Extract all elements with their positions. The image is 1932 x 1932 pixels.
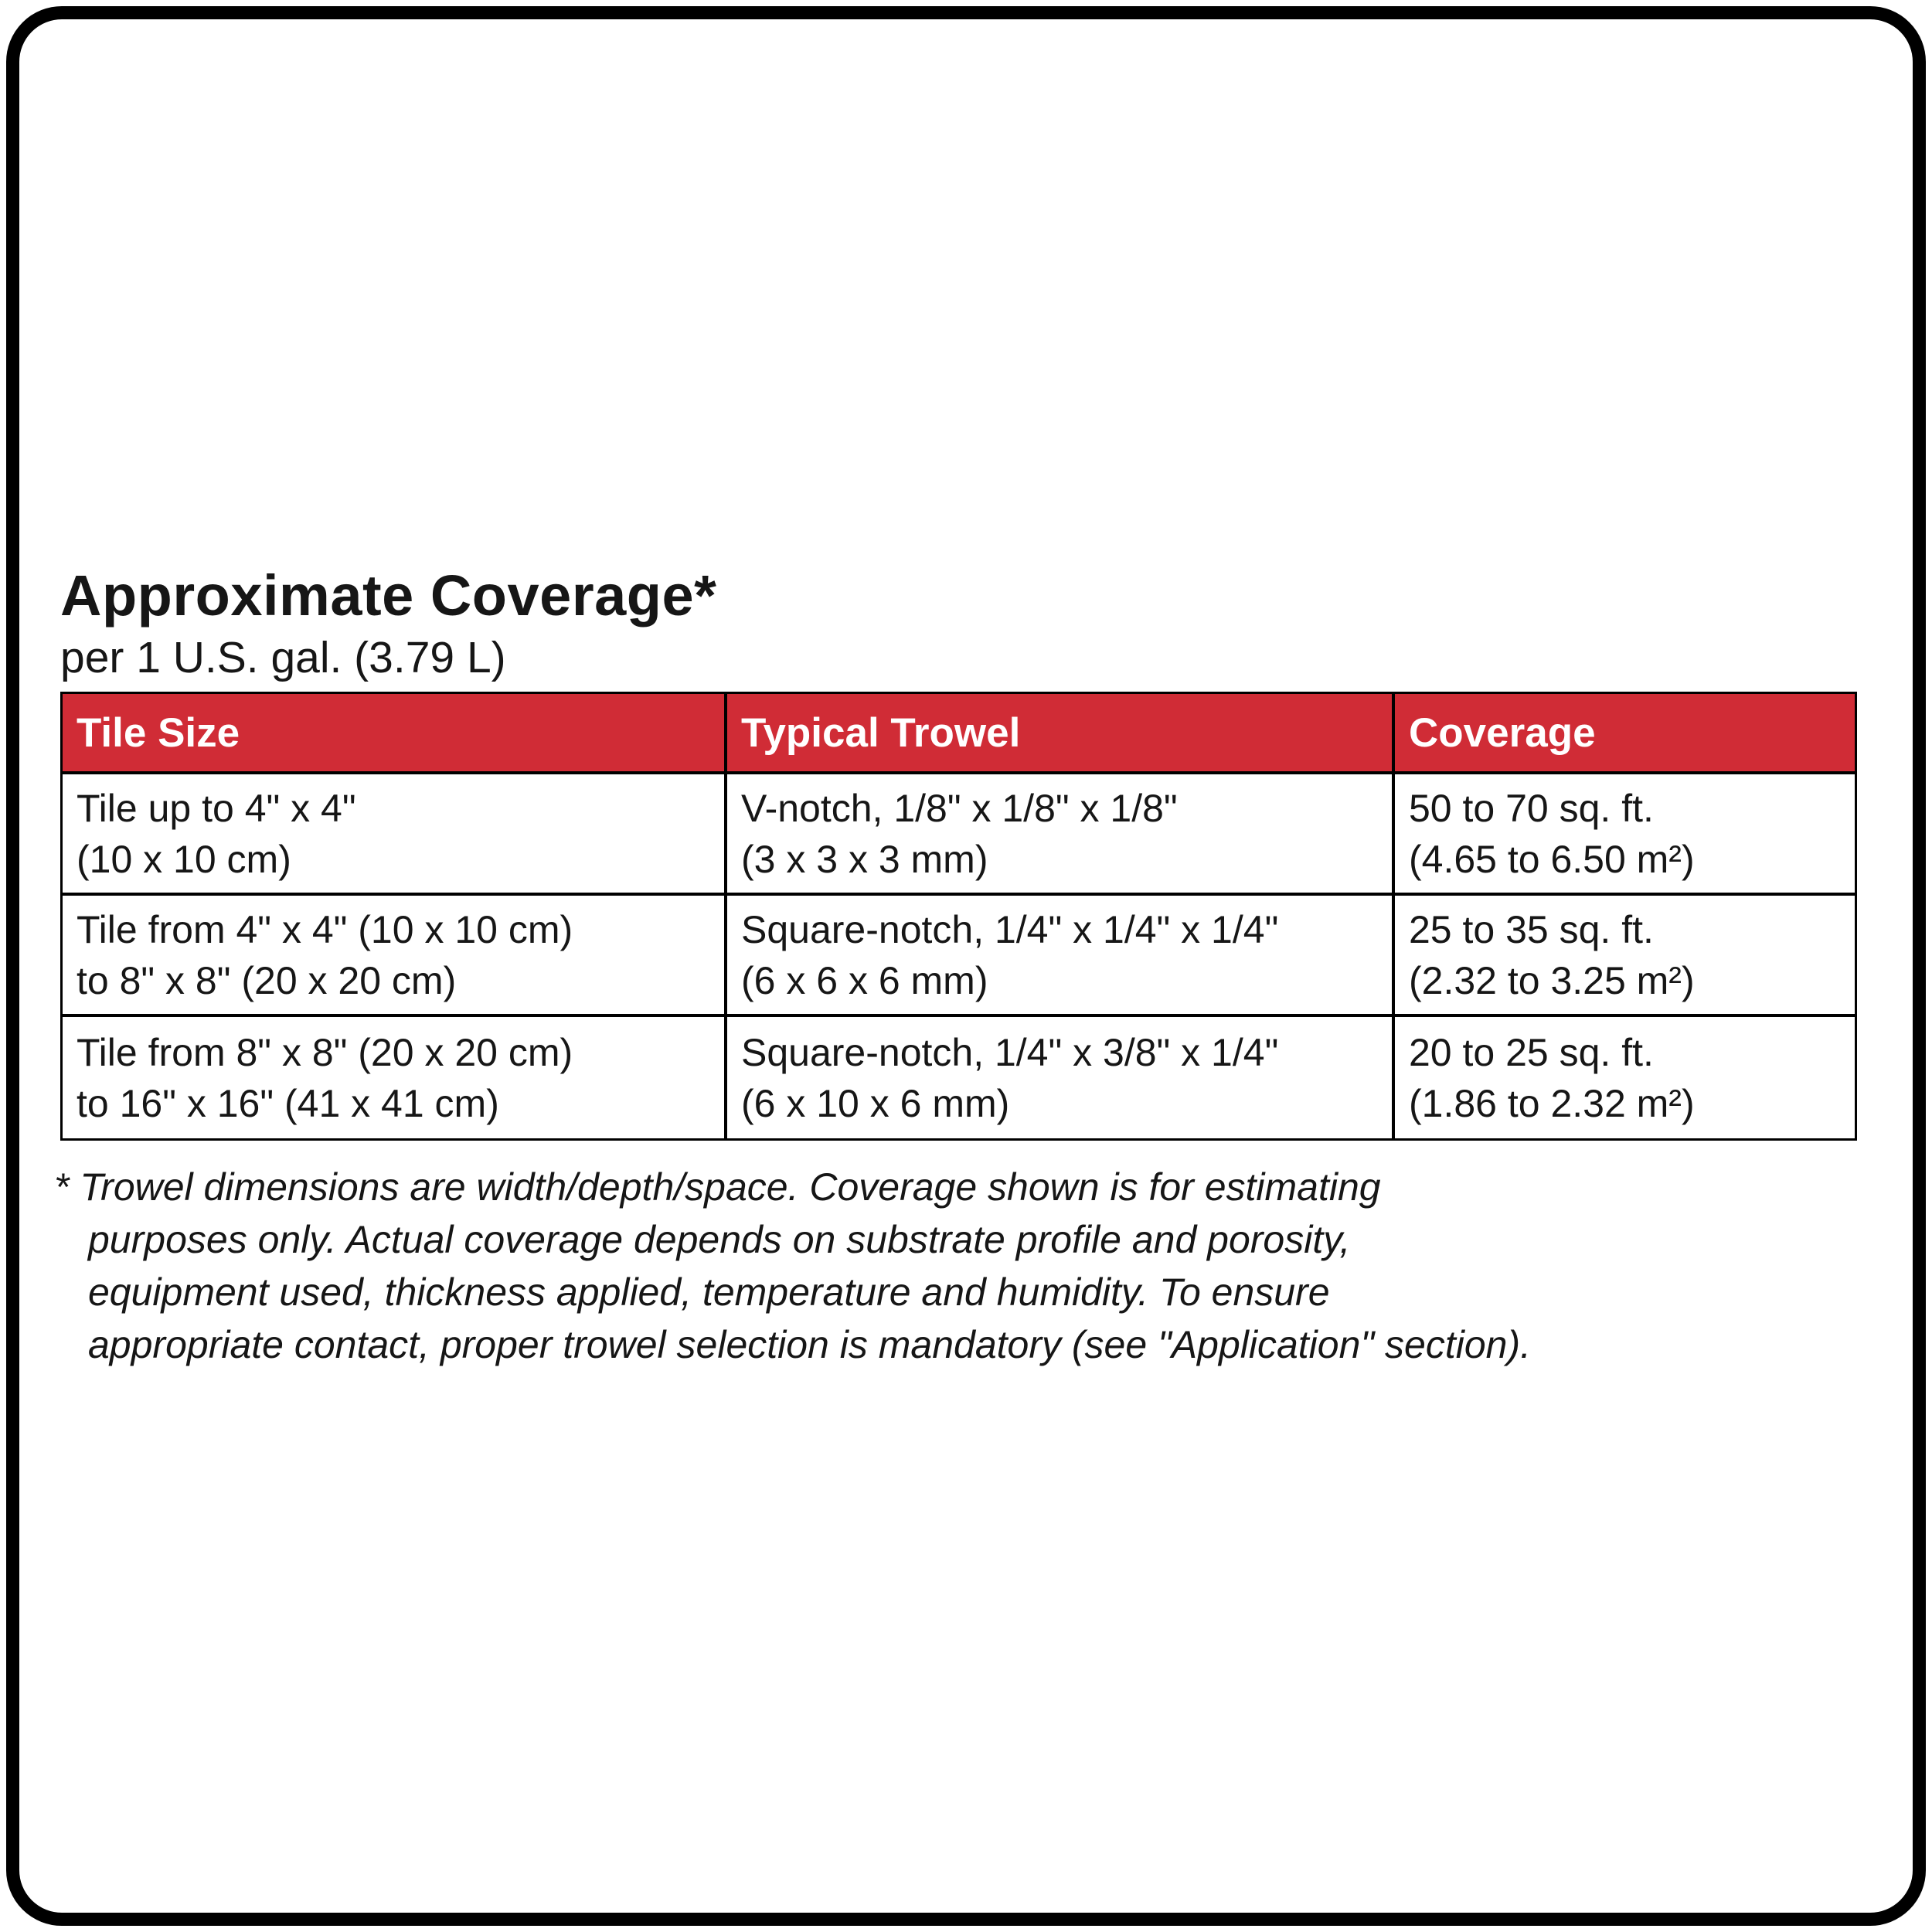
table-header-row xyxy=(63,694,1855,774)
table-row xyxy=(63,1017,1855,1138)
footnote xyxy=(54,1161,1909,1371)
cell-typical-trowel xyxy=(727,1017,1395,1138)
cell-line: (3 x 3 x 3 mm) xyxy=(741,837,988,881)
cell-line: Tile up to 4" x 4" xyxy=(77,786,356,830)
footnote-line: equipment used, thickness applied, temperature and humidity. To ensure xyxy=(88,1270,1330,1314)
cell-coverage xyxy=(1395,896,1855,1014)
header-label: Tile Size xyxy=(77,709,240,756)
cell-line: (4.65 to 6.50 m²) xyxy=(1409,837,1695,881)
cell-line: (6 x 6 x 6 mm) xyxy=(741,958,988,1002)
cell-line: Square-notch, 1/4" x 1/4" x 1/4" xyxy=(741,907,1279,951)
header-cell-coverage xyxy=(1395,694,1855,771)
cell-line: Tile from 8" x 8" (20 x 20 cm) xyxy=(77,1030,573,1074)
header-label: Coverage xyxy=(1409,709,1596,756)
footnote-line: purposes only. Actual coverage depends on substrate profile and porosity, xyxy=(88,1218,1351,1261)
cell-line: (6 x 10 x 6 mm) xyxy=(741,1081,1010,1125)
cell-tile-size xyxy=(63,1017,727,1138)
cell-line: (2.32 to 3.25 m²) xyxy=(1409,958,1695,1002)
cell-typical-trowel xyxy=(727,774,1395,893)
cell-line: to 16" x 16" (41 x 41 cm) xyxy=(77,1081,499,1125)
cell-tile-size xyxy=(63,896,727,1014)
footnote-line: * Trowel dimensions are width/depth/space. Coverage shown is for estimating xyxy=(54,1165,1381,1209)
cell-line: Square-notch, 1/4" x 3/8" x 1/4" xyxy=(741,1030,1279,1074)
cell-line: 50 to 70 sq. ft. xyxy=(1409,786,1654,830)
cell-line: 25 to 35 sq. ft. xyxy=(1409,907,1654,951)
cell-line: to 8" x 8" (20 x 20 cm) xyxy=(77,958,457,1002)
cell-coverage xyxy=(1395,1017,1855,1138)
header-cell-typical-trowel xyxy=(727,694,1395,771)
footnote-line: appropriate contact, proper trowel selection is mandatory (see "Application" section). xyxy=(88,1323,1531,1366)
cell-coverage xyxy=(1395,774,1855,893)
cell-line: 20 to 25 sq. ft. xyxy=(1409,1030,1654,1074)
cell-line: Tile from 4" x 4" (10 x 10 cm) xyxy=(77,907,573,951)
header-label: Typical Trowel xyxy=(741,709,1021,756)
page-title: Approximate Coverage* xyxy=(60,563,717,628)
header-cell-tile-size xyxy=(63,694,727,771)
cell-line: (10 x 10 cm) xyxy=(77,837,291,881)
coverage-table xyxy=(60,692,1857,1141)
table-row xyxy=(63,774,1855,896)
cell-tile-size xyxy=(63,774,727,893)
page-subtitle: per 1 U.S. gal. (3.79 L) xyxy=(60,633,506,682)
table-row xyxy=(63,896,1855,1017)
cell-line: V-notch, 1/8" x 1/8" x 1/8" xyxy=(741,786,1178,830)
cell-typical-trowel xyxy=(727,896,1395,1014)
cell-line: (1.86 to 2.32 m²) xyxy=(1409,1081,1695,1125)
